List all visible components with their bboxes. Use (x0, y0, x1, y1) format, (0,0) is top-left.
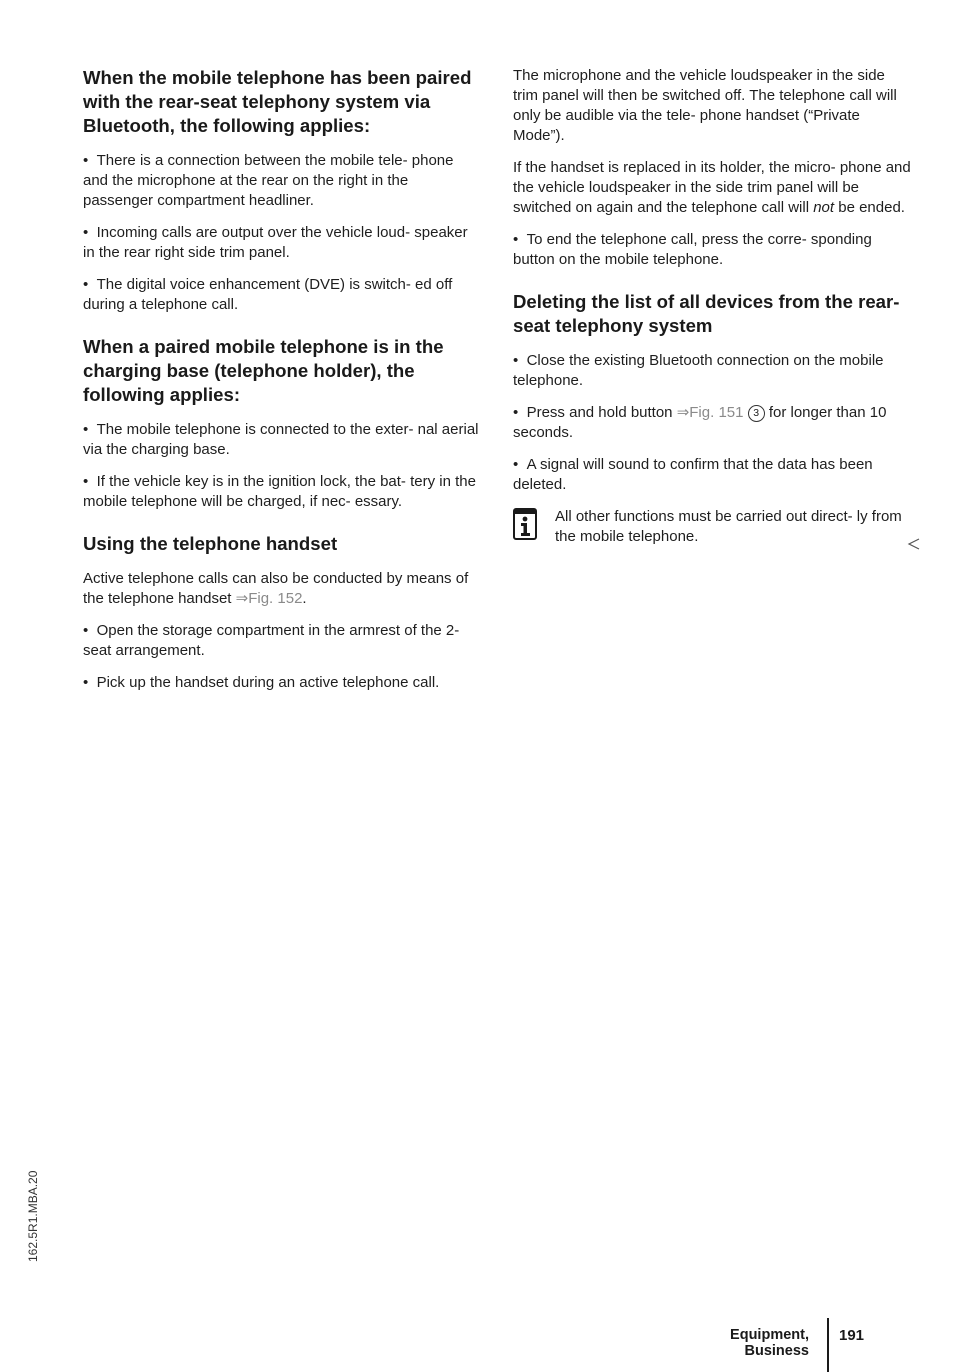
callout-number: 3 (748, 405, 765, 422)
paragraph-handset: Active telephone calls can also be conducted by means of the telephone handset ⇒Fig. 152. (83, 570, 469, 607)
bullet-battery-charge: • If the vehicle key is in the ignition lock, the bat- tery in the mobile telephone will be charged, if nec- essary. (83, 472, 481, 512)
heading-telephone-handset: Using the telephone handset (83, 533, 338, 554)
paragraph-private-mode: The microphone and the vehicle loudspeaker in the side trim panel will then be switched off. The telephone call will only be audible via the tele- phone handset (“Private Mode”). (513, 67, 897, 144)
bullet-press-hold: • Press and hold button ⇒Fig. 151 3 for longer than 10 seconds. (513, 403, 911, 443)
bullet-close-bluetooth: • Close the existing Bluetooth connection on the mobile telephone. (513, 351, 911, 391)
end-of-section-icon (907, 537, 921, 551)
heading-charging-base: When a paired mobile telephone is in the charging base (telephone holder), the following applies: (83, 336, 444, 405)
figure-reference-link[interactable]: ⇒Fig. 152 (235, 590, 303, 607)
heading-deleting-devices: Deleting the list of all devices from the rear- seat telephony system (513, 291, 900, 336)
bullet-external-aerial: • The mobile telephone is connected to the exter- nal aerial via the charging base. (83, 420, 481, 460)
left-column (83, 66, 481, 705)
info-note (513, 507, 911, 547)
bullet-end-call: • To end the telephone call, press the corre- sponding button on the mobile telephone. (513, 230, 911, 270)
paragraph-handset-replaced: If the handset is replaced in its holder, the micro- phone and the vehicle loudspeaker in the side trim panel will be switched on again and the telephone call will not be ended. (513, 159, 911, 216)
footer-divider (827, 1318, 829, 1372)
figure-reference-link[interactable]: ⇒Fig. 151 (676, 404, 744, 421)
document-code: 162.5R1.MBA.20 (26, 1170, 40, 1262)
bullet-open-compartment: • Open the storage compartment in the armrest of the 2-seat arrangement. (83, 621, 481, 661)
bullet-dve: • The digital voice enhancement (DVE) is switch- ed off during a telephone call. (83, 275, 481, 315)
page-number: 191 (839, 1327, 865, 1344)
bullet-incoming-calls: • Incoming calls are output over the vehicle loud- speaker in the rear right side trim panel. (83, 223, 481, 263)
bullet-signal-confirm: • A signal will sound to confirm that the data has been deleted. (513, 455, 911, 495)
heading-bluetooth-paired: When the mobile telephone has been paired with the rear-seat telephony system via Bluetooth, the following applies: (83, 67, 472, 136)
bullet-connection: • There is a connection between the mobile tele- phone and the microphone at the rear on the right in the passenger compartment headliner. (83, 151, 481, 211)
footer-section-title: Equipment, Business (730, 1327, 809, 1359)
bullet-pick-up-handset: • Pick up the handset during an active telephone call. (83, 673, 481, 693)
note-text: All other functions must be carried out direct- ly from the mobile telephone. (555, 508, 902, 545)
info-icon (513, 508, 537, 540)
right-column (513, 66, 911, 547)
